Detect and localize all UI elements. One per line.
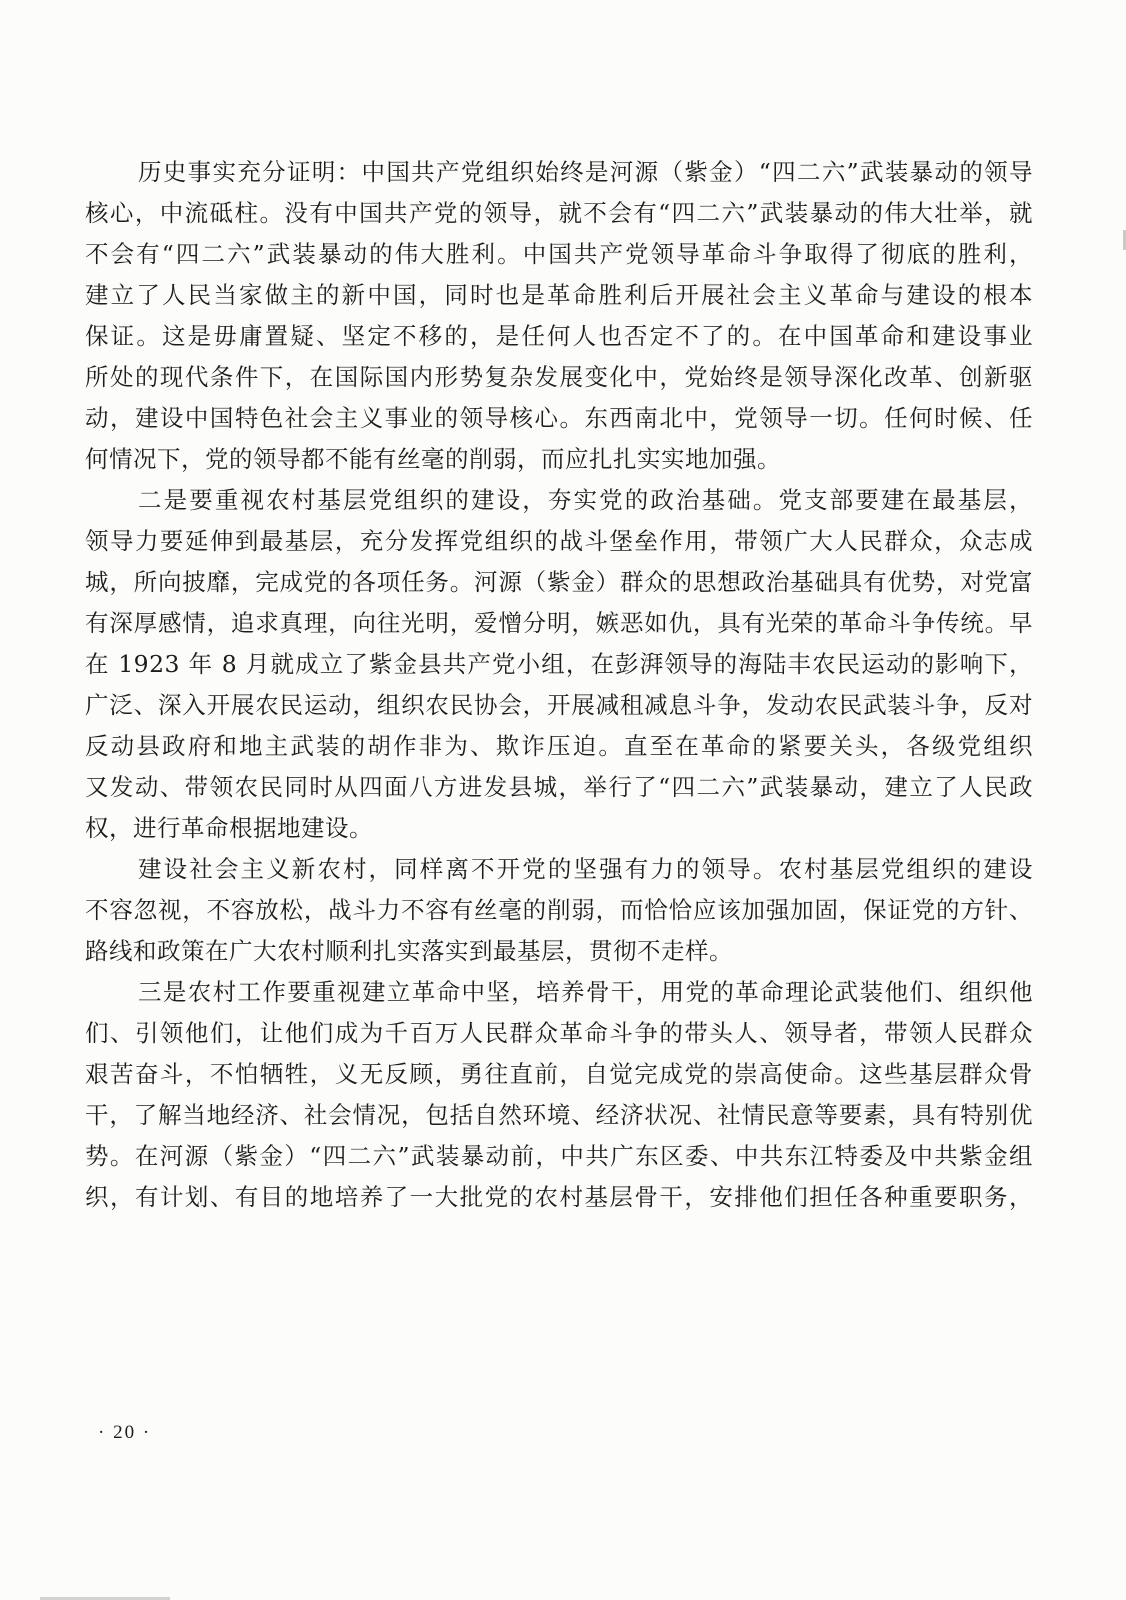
text-line: 何情况下，党的领导都不能有丝毫的削弱，而应扎扎实实地加强。 [85, 445, 781, 473]
text-line: 们、引领他们，让他们成为千百万人民群众革命斗争的带头人、领导者，带领人民群众 [85, 1019, 1033, 1047]
body-text [85, 152, 1033, 1218]
text-line: 又发动、带领农民同时从四面八方进发县城，举行了“四二六”武装暴动，建立了人民政 [85, 773, 1033, 801]
text-line: 历史事实充分证明：中国共产党组织始终是河源（紫金）“四二六”武装暴动的领导 [138, 158, 1033, 186]
paragraph [85, 972, 1033, 1218]
text-line: 广泛、深入开展农民运动，组织农民协会，开展减租减息斗争，发动农民武装斗争，反对 [85, 691, 1033, 719]
text-line: 城，所向披靡，完成党的各项任务。河源（紫金）群众的思想政治基础具有优势，对党富 [85, 568, 1033, 596]
text-line: 动，建设中国特色社会主义事业的领导核心。东西南北中，党领导一切。任何时候、任 [85, 404, 1033, 432]
text-line: 核心，中流砥柱。没有中国共产党的领导，就不会有“四二六”武装暴动的伟大壮举，就 [85, 199, 1033, 227]
text-line: 二是要重视农村基层党组织的建设，夯实党的政治基础。党支部要建在最基层， [138, 486, 1033, 514]
text-line: 所处的现代条件下，在国际国内形势复杂发展变化中，党始终是领导深化改革、创新驱 [85, 363, 1033, 391]
text-line: 织，有计划、有目的地培养了一大批党的农村基层骨干，安排他们担任各种重要职务， [85, 1183, 1033, 1211]
text-line: 不容忽视，不容放松，战斗力不容有丝毫的削弱，而恰恰应该加强加固，保证党的方针、 [85, 896, 1033, 924]
text-line: 建立了人民当家做主的新中国，同时也是革命胜利后开展社会主义革命与建设的根本 [85, 281, 1033, 309]
text-line: 艰苦奋斗，不怕牺牲，义无反顾，勇往直前，自觉完成党的崇高使命。这些基层群众骨 [85, 1060, 1033, 1088]
page-number: · 20 · [98, 1422, 152, 1443]
text-line: 在 1923 年 8 月就成立了紫金县共产党小组，在彭湃领导的海陆丰农民运动的影响下， [85, 650, 1033, 678]
text-line: 反动县政府和地主武装的胡作非为、欺诈压迫。直至在革命的紧要关头，各级党组织 [85, 732, 1033, 760]
paragraph [85, 849, 1033, 972]
text-line: 干，了解当地经济、社会情况，包括自然环境、经济状况、社情民意等要素，具有特别优 [85, 1101, 1033, 1129]
text-line: 领导力要延伸到最基层，充分发挥党组织的战斗堡垒作用，带领广大人民群众，众志成 [85, 527, 1033, 555]
text-line: 路线和政策在广大农村顺利扎实落实到最基层，贯彻不走样。 [85, 937, 733, 965]
text-line: 有深厚感情，追求真理，向往光明，爱憎分明，嫉恶如仇，具有光荣的革命斗争传统。早 [85, 609, 1033, 637]
paragraph [85, 480, 1033, 849]
text-line: 三是农村工作要重视建立革命中坚，培养骨干，用党的革命理论武装他们、组织他 [138, 978, 1033, 1006]
text-line: 保证。这是毋庸置疑、坚定不移的，是任何人也否定不了的。在中国革命和建设事业 [85, 322, 1033, 350]
text-line: 建设社会主义新农村，同样离不开党的坚强有力的领导。农村基层党组织的建设 [138, 855, 1033, 883]
text-line: 权，进行革命根据地建设。 [85, 814, 373, 842]
text-line: 不会有“四二六”武装暴动的伟大胜利。中国共产党领导革命斗争取得了彻底的胜利， [85, 240, 1033, 268]
paragraph [85, 152, 1033, 480]
text-line: 势。在河源（紫金）“四二六”武装暴动前，中共广东区委、中共东江特委及中共紫金组 [85, 1142, 1033, 1170]
